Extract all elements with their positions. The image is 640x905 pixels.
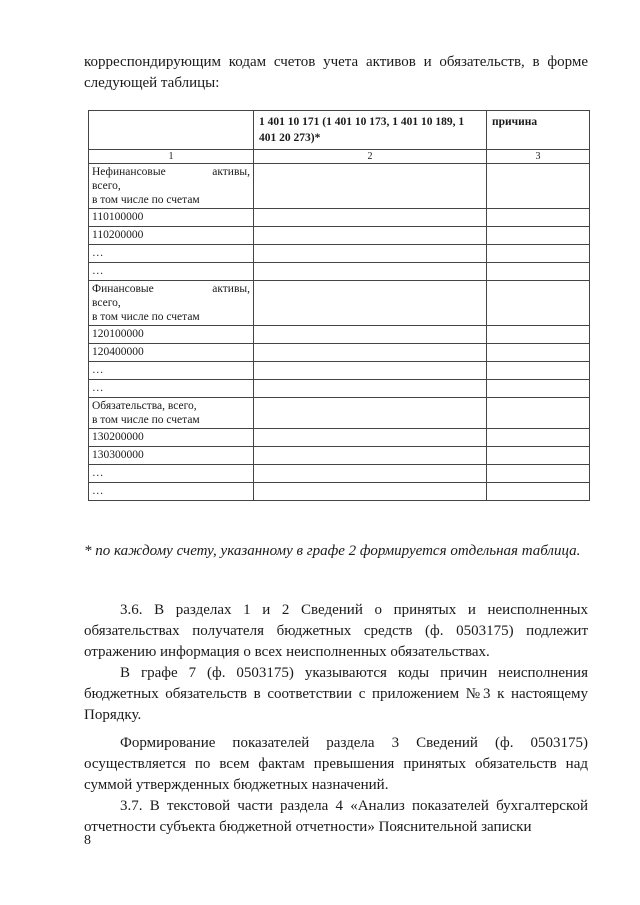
row-label: 130300000 xyxy=(89,447,254,465)
row-label-line: Обязательства, всего, xyxy=(92,400,197,412)
col-number-2: 2 xyxy=(254,150,487,164)
page-number: 8 xyxy=(84,833,91,848)
row-label: 110200000 xyxy=(89,227,254,245)
intro-paragraph: корреспондирующим кодам счетов учета активов и обязательств, в форме следующей таблицы: xyxy=(84,54,588,91)
footnote: * по каждому счету, указанному в графе 2 формируется отдельная таблица. xyxy=(84,543,581,559)
row-reason-cell xyxy=(487,362,590,380)
column-numbers-row xyxy=(89,150,590,164)
row-label: … xyxy=(89,483,254,501)
table-row xyxy=(89,429,590,447)
table-row xyxy=(89,344,590,362)
row-value-cell xyxy=(254,483,487,501)
row-label-line: в том числе по счетам xyxy=(92,194,200,206)
table-row xyxy=(89,380,590,398)
row-label: 120400000 xyxy=(89,344,254,362)
row-value-cell xyxy=(254,326,487,344)
table-row xyxy=(89,227,590,245)
table-row xyxy=(89,398,590,429)
row-reason-cell xyxy=(487,209,590,227)
table-row xyxy=(89,164,590,209)
row-value-cell xyxy=(254,164,487,209)
row-value-cell xyxy=(254,465,487,483)
row-label xyxy=(89,398,254,429)
row-reason-cell xyxy=(487,326,590,344)
row-reason-cell xyxy=(487,447,590,465)
row-label-line: всего, xyxy=(92,297,121,309)
row-reason-cell xyxy=(487,227,590,245)
row-reason-cell xyxy=(487,263,590,281)
paragraph-3-6: 3.6. В разделах 1 и 2 Сведений о принятых и неисполненных обязательствах получателя бюджетных средств (ф. 0503175) подлежит отражению информация о всех неисполненных обязательствах. xyxy=(84,602,588,660)
table-row xyxy=(89,362,590,380)
table-header-row xyxy=(89,111,590,150)
table-row xyxy=(89,281,590,326)
table-row xyxy=(89,483,590,501)
row-label: … xyxy=(89,263,254,281)
paragraph-section-3: Формирование показателей раздела 3 Сведений (ф. 0503175) осуществляется по всем фактам превышения принятых обязательств над суммой утвержденных бюджетных назначений. xyxy=(84,735,588,793)
row-value-cell xyxy=(254,281,487,326)
table-body xyxy=(89,164,590,501)
row-value-cell xyxy=(254,447,487,465)
row-value-cell xyxy=(254,245,487,263)
row-value-cell xyxy=(254,209,487,227)
col-number-3: 3 xyxy=(487,150,590,164)
row-label xyxy=(89,281,254,326)
row-label: 120100000 xyxy=(89,326,254,344)
row-label-line: в том числе по счетам xyxy=(92,311,200,323)
row-reason-cell xyxy=(487,429,590,447)
table-row xyxy=(89,326,590,344)
row-label-line: всего, xyxy=(92,180,121,192)
row-value-cell xyxy=(254,227,487,245)
row-value-cell xyxy=(254,263,487,281)
row-value-cell xyxy=(254,362,487,380)
row-reason-cell xyxy=(487,245,590,263)
col-number-1: 1 xyxy=(89,150,254,164)
table-row xyxy=(89,465,590,483)
row-label: … xyxy=(89,465,254,483)
row-label: … xyxy=(89,380,254,398)
section-3-6 xyxy=(84,600,588,838)
table-row xyxy=(89,447,590,465)
row-label-line: Нефинансовые активы, xyxy=(92,166,250,178)
row-label: 110100000 xyxy=(89,209,254,227)
row-label: 130200000 xyxy=(89,429,254,447)
header-col-1 xyxy=(89,111,254,150)
accounts-table xyxy=(88,110,590,501)
row-value-cell xyxy=(254,398,487,429)
row-label xyxy=(89,164,254,209)
row-reason-cell xyxy=(487,465,590,483)
row-label: … xyxy=(89,362,254,380)
row-value-cell xyxy=(254,429,487,447)
paragraph-3-7: 3.7. В текстовой части раздела 4 «Анализ показателей бухгалтерской отчетности субъекта бюджетной отчетности» Пояснительной записки xyxy=(84,798,588,835)
row-reason-cell xyxy=(487,380,590,398)
row-label-line: в том числе по счетам xyxy=(92,414,200,426)
row-reason-cell xyxy=(487,344,590,362)
header-col-3: причина xyxy=(487,111,590,150)
row-reason-cell xyxy=(487,281,590,326)
table-row xyxy=(89,245,590,263)
row-value-cell xyxy=(254,344,487,362)
row-reason-cell xyxy=(487,164,590,209)
table-row xyxy=(89,209,590,227)
row-value-cell xyxy=(254,380,487,398)
header-col-2: 1 401 10 171 (1 401 10 173, 1 401 10 189, 1 401 20 273)* xyxy=(254,111,487,150)
row-reason-cell xyxy=(487,483,590,501)
row-label: … xyxy=(89,245,254,263)
paragraph-column-7: В графе 7 (ф. 0503175) указываются коды причин неисполнения бюджетных обязательств в соответствии с приложением №3 к настоящему Порядку. xyxy=(84,665,588,723)
row-label-line: Финансовые активы, xyxy=(92,283,250,295)
table-row xyxy=(89,263,590,281)
row-reason-cell xyxy=(487,398,590,429)
